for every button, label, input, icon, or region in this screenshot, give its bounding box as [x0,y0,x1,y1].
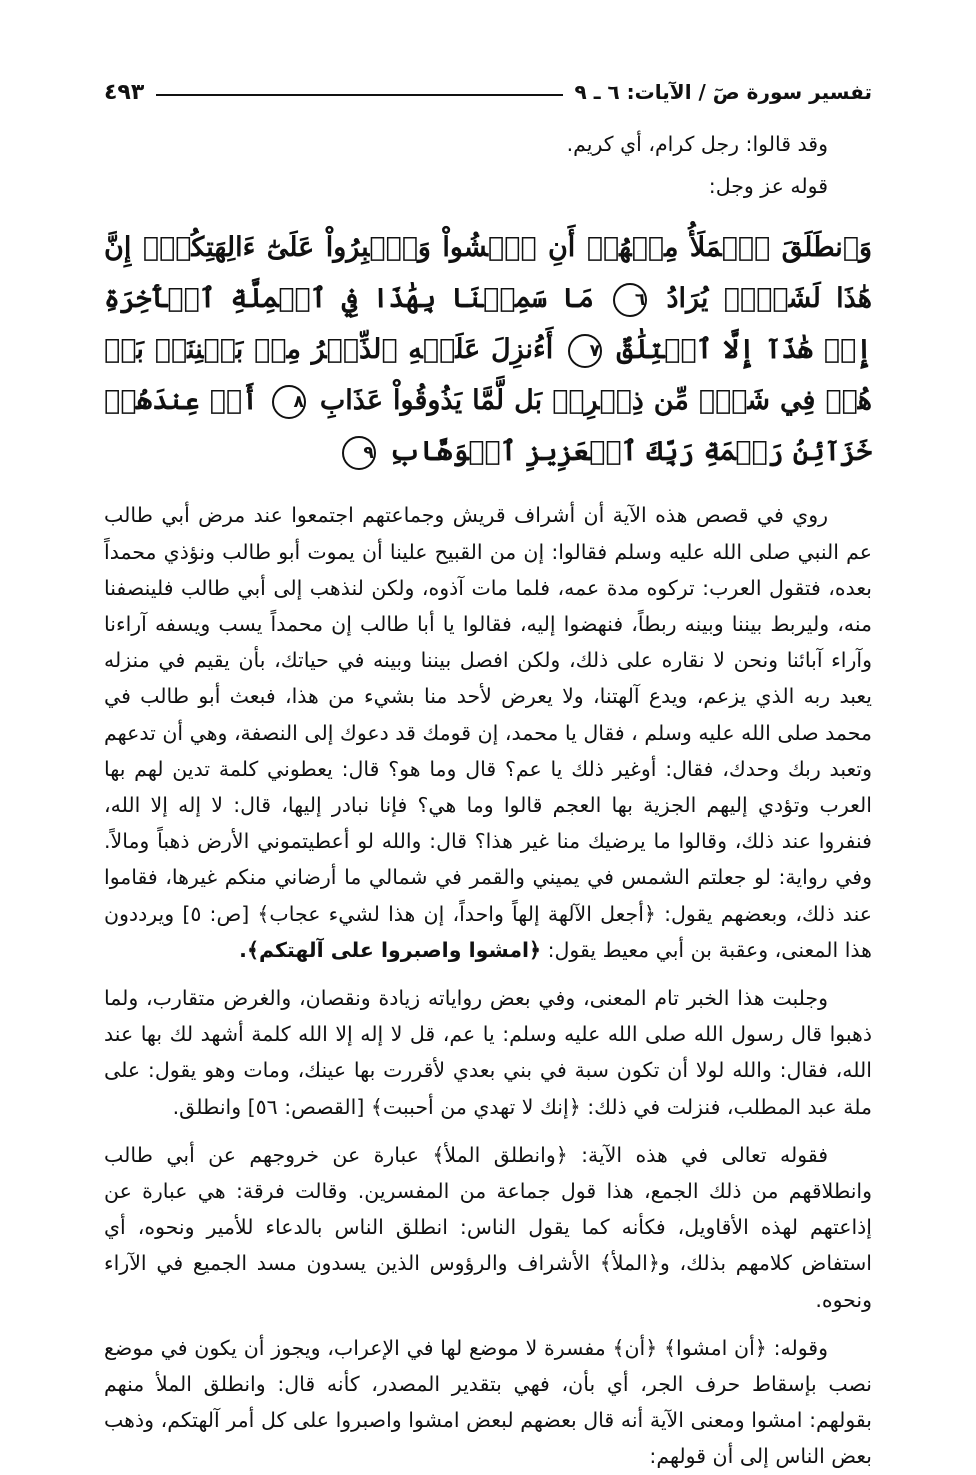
intro-line-1: وقد قالوا: رجل كرام، أي كريم. [566,132,828,156]
paragraph-1-text: روي في قصص هذه الآية أن أشراف قريش وجماعتهم اجتمعوا عند مرض أبي طالب عم النبي صلى الله عليه وسلم فقالوا: إن من القبيح علينا أن يموت أبو طالب ونؤذي محمداً بعده، فتقول العرب: تركوه مدة عمه، فلما مات آذوه، ولكن لنذهب إلى أبي طالب فلينصفنا منه، وليربط بيننا وبينه ربطاً، فنهضوا إليه، فقالوا يا أبا طالب إن محمداً يسب ويسفه آراءنا وآراء آبائنا ونحن لا نقاره على ذلك، ولكن افصل بيننا وبينه في حياتك، بأن يقيم في منزله يعبد ربه الذي يزعم، ويدع آلهتنا، ولا يعرض لأحد منا بشيء من هذا، فبعث أبو طالب في محمد صلى الله عليه وسلم ، فقال يا محمد، إن قومك قد دعوك إلى النصفة، وهي أن تدعهم وتعبد ربك وحدك، فقال: أوغير ذلك يا عم؟ قال وما هو؟ قال: يعطوني كلمة تدين لهم بها العرب وتؤدي إليهم الجزية بها العجم قالوا وما هي؟ فإنا نبادر إليها، قال: لا إله إلا الله، فنفروا عند ذلك، وقالوا ما يرضيك منا غير هذا؟ قال: والله لو أعطيتموني الأرض ذهباً ومالاً. وفي رواية: لو جعلتم الشمس في يميني والقمر في شمالي ما أرضاني منكم غيرها، فقاموا عند ذلك، وبعضهم يقول: ﴿أجعل الآلهة إلهاً واحداً، إن هذا لشيء عجاب﴾ [ص: ٥] ويرددون هذا المعنى، وعقبة بن أبي معيط يقول: [104,503,872,962]
ayah-6-text: وَٱنطَلَقَ ٱلۡمَلَأُ مِنۡهُمۡ أَنِ ٱمۡشُواْ وَٱصۡبِرُواْ عَلَىٰٓ ءَالِهَتِكُمۡۖ إِنَّ هَٰذَا لَشَيۡءٞ يُرَادُ [104,232,872,315]
quran-verses [104,222,872,477]
spacer [104,114,872,126]
paragraph-3: فقوله تعالى في هذه الآية: ﴿وانطلق الملأ﴾ عبارة عن خروجهم عن أبي طالب وانطلاقهم من ذلك الجمع، هذا قول جماعة من المفسرين. وقالت فرقة: هي عبارة عن إذاعتهم لهذه الأقاويل، فكأنه كما يقول الناس: انطلق الناس بالدعاء للأمير ونحوه، أي استفاض كلامهم بذلك، و﴿الملأ﴾ الأشراف والرؤوس الذين يسدون مسد الجميع في الآراء ونحوه. [104,1142,872,1312]
intro-line-2: قوله عز وجل: [708,174,828,199]
ayah-7-number: ٧ [568,334,602,368]
paragraph-1-quote: ﴿امشوا واصبروا على آلهتكم﴾. [239,937,542,962]
page-number: ٤٩٣ [104,79,145,105]
spacer [104,968,872,980]
ayah-7-text: مَا سَمِعۡنَا بِهَٰذَا فِي ٱلۡمِلَّةِ ٱلۡأٓخِرَةِ إِنۡ هَٰذَآ إِلَّا ٱخۡتِلَٰقٌ [104,283,872,366]
ayah-9-text: أَمۡ عِندَهُمۡ خَزَآئِنُ رَحۡمَةِ رَبِّكَ ٱلۡعَزِيزِ ٱلۡوَهَّابِ [104,385,872,468]
spacer [104,1125,872,1137]
header-title: تفسير سورة صٓ / الآيات: ٦ ـ ٩ [574,80,872,104]
spacer [104,1318,872,1330]
header-rule [156,94,562,96]
paragraph-1 [104,497,872,968]
ayah-6-number: ٦ [613,283,647,317]
ayah-9-number: ٩ [342,436,376,470]
paragraph-4: وقوله: ﴿أن امشوا﴾ ﴿أن﴾ مفسرة لا موضع لها في الإعراب، ويجوز أن يكون في موضع نصب بإسقاط حرف الجر، أي بأن، فهي بتقدير المصدر، كأنه قال: وانطلق الملأ منهم بقولهم: امشوا ومعنى الآية أنه قال بعضهم لبعض امشوا واصبروا على كل أمر آلهتكم، وذهب بعض الناس إلى أن قولهم: [104,1335,872,1469]
ayah-8-text: أَءُنزِلَ عَلَيۡهِ ٱلذِّكۡرُ مِنۢ بَيۡنِنَاۚ بَلۡ هُمۡ فِي شَكّٖ مِّن ذِكۡرِيۚ بَل لَّمَّا يَذُوقُواْ عَذَابِ [104,334,873,417]
paragraph-2: وجلبت هذا الخبر تام المعنى، وفي بعض رواياته زيادة ونقصان، والغرض متقارب، ولما ذهبوا قال رسول الله صلى الله عليه وسلم: يا عم، قل لا إله إلا الله كلمة أشهد لك بها عند الله، فقال: والله لولا أن تكون سبة في بني بعدي لأقررت بها عينك، ومات وهو يقول: على ملة عبد المطلب، فنزلت في ذلك: ﴿إنك لا تهدي من أحببت﴾ [القصص: ٥٦] وانطلق. [104,986,872,1119]
running-header [104,70,872,114]
ayah-8-number: ٨ [272,385,306,419]
